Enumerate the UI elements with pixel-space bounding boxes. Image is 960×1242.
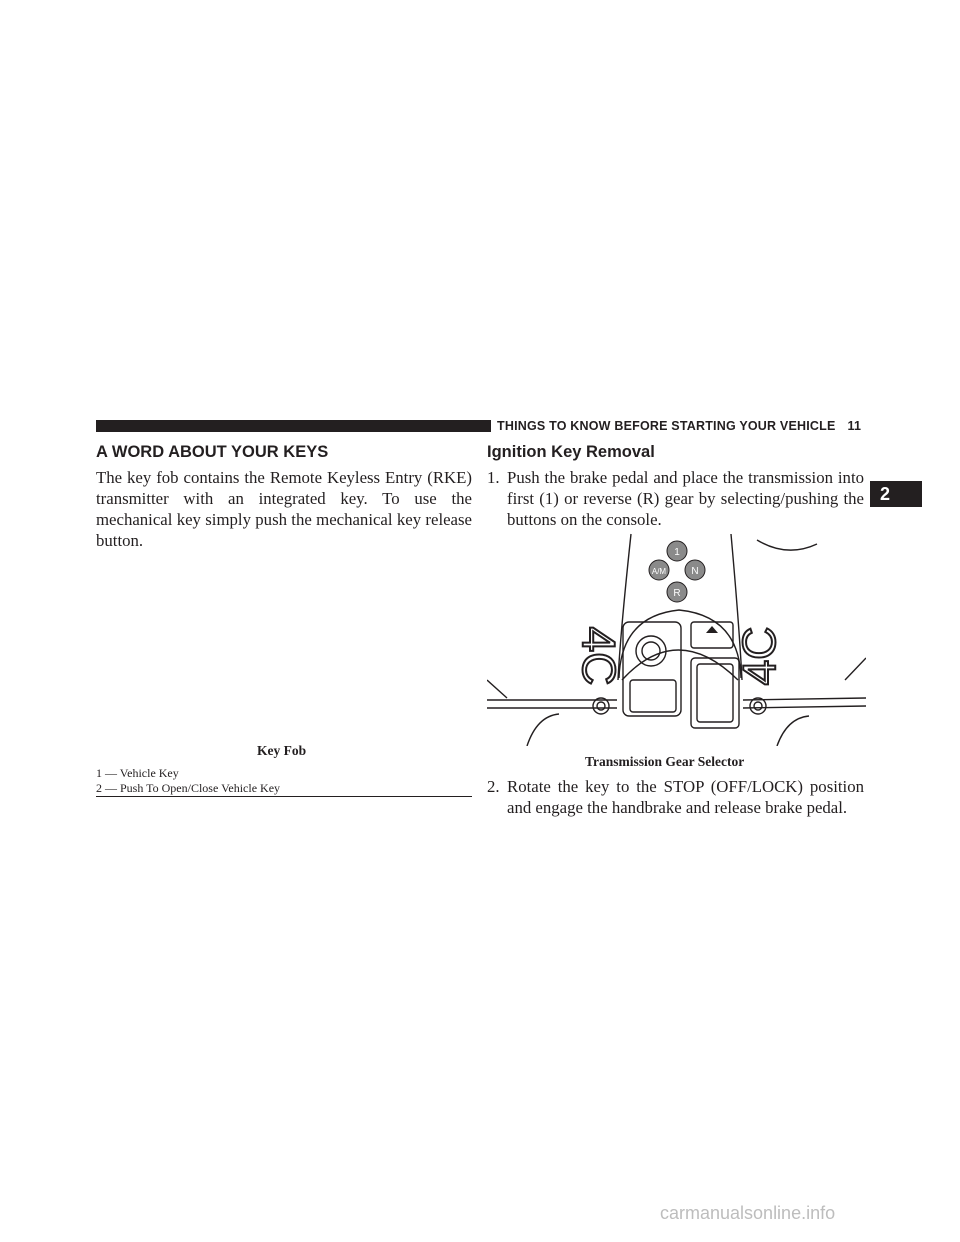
page-number: 11 xyxy=(847,419,862,433)
step-1 xyxy=(487,467,864,530)
key-fob-caption: Key Fob xyxy=(257,743,307,758)
transmission-figure-caption: Transmission Gear Selector xyxy=(585,754,745,769)
badge-text-right: 4C xyxy=(733,626,785,686)
gear-button-1-label: 1 xyxy=(674,547,680,558)
legend-item-push-key: 2 — Push To Open/Close Vehicle Key xyxy=(96,781,281,795)
chapter-tab: 2 xyxy=(870,481,922,507)
step-2-text: Rotate the key to the STOP (OFF/LOCK) position and engage the handbrake and release brake pedal. xyxy=(507,777,864,817)
step-1-text: Push the brake pedal and place the transmission into first (1) or reverse (R) gear by selecting/pushing the buttons on the console. xyxy=(507,468,864,529)
figure-legend-rule xyxy=(96,796,472,797)
running-header xyxy=(497,419,861,433)
step-1-number: 1. xyxy=(487,468,500,487)
keys-heading: A WORD ABOUT YOUR KEYS xyxy=(96,443,329,461)
step-2-number: 2. xyxy=(487,777,500,796)
gear-button-r-label: R xyxy=(673,588,681,599)
header-rule-bar xyxy=(96,420,491,432)
gear-button-n-label: N xyxy=(691,566,699,577)
badge-text-left: 4C xyxy=(573,626,625,686)
legend-item-vehicle-key: 1 — Vehicle Key xyxy=(96,766,179,780)
transmission-gear-selector-figure xyxy=(487,530,866,746)
ignition-removal-heading: Ignition Key Removal xyxy=(487,443,655,461)
watermark: carmanualsonline.info xyxy=(660,1203,836,1223)
step-2 xyxy=(487,776,864,818)
keys-paragraph: The key fob contains the Remote Keyless Entry (RKE) transmitter with an integrated key. To use the mechanical key simply push the mechanical key release button. xyxy=(96,468,472,550)
header-section-title: THINGS TO KNOW BEFORE STARTING YOUR VEHICLE xyxy=(497,419,836,433)
gear-button-am-label: A/M xyxy=(651,567,667,576)
